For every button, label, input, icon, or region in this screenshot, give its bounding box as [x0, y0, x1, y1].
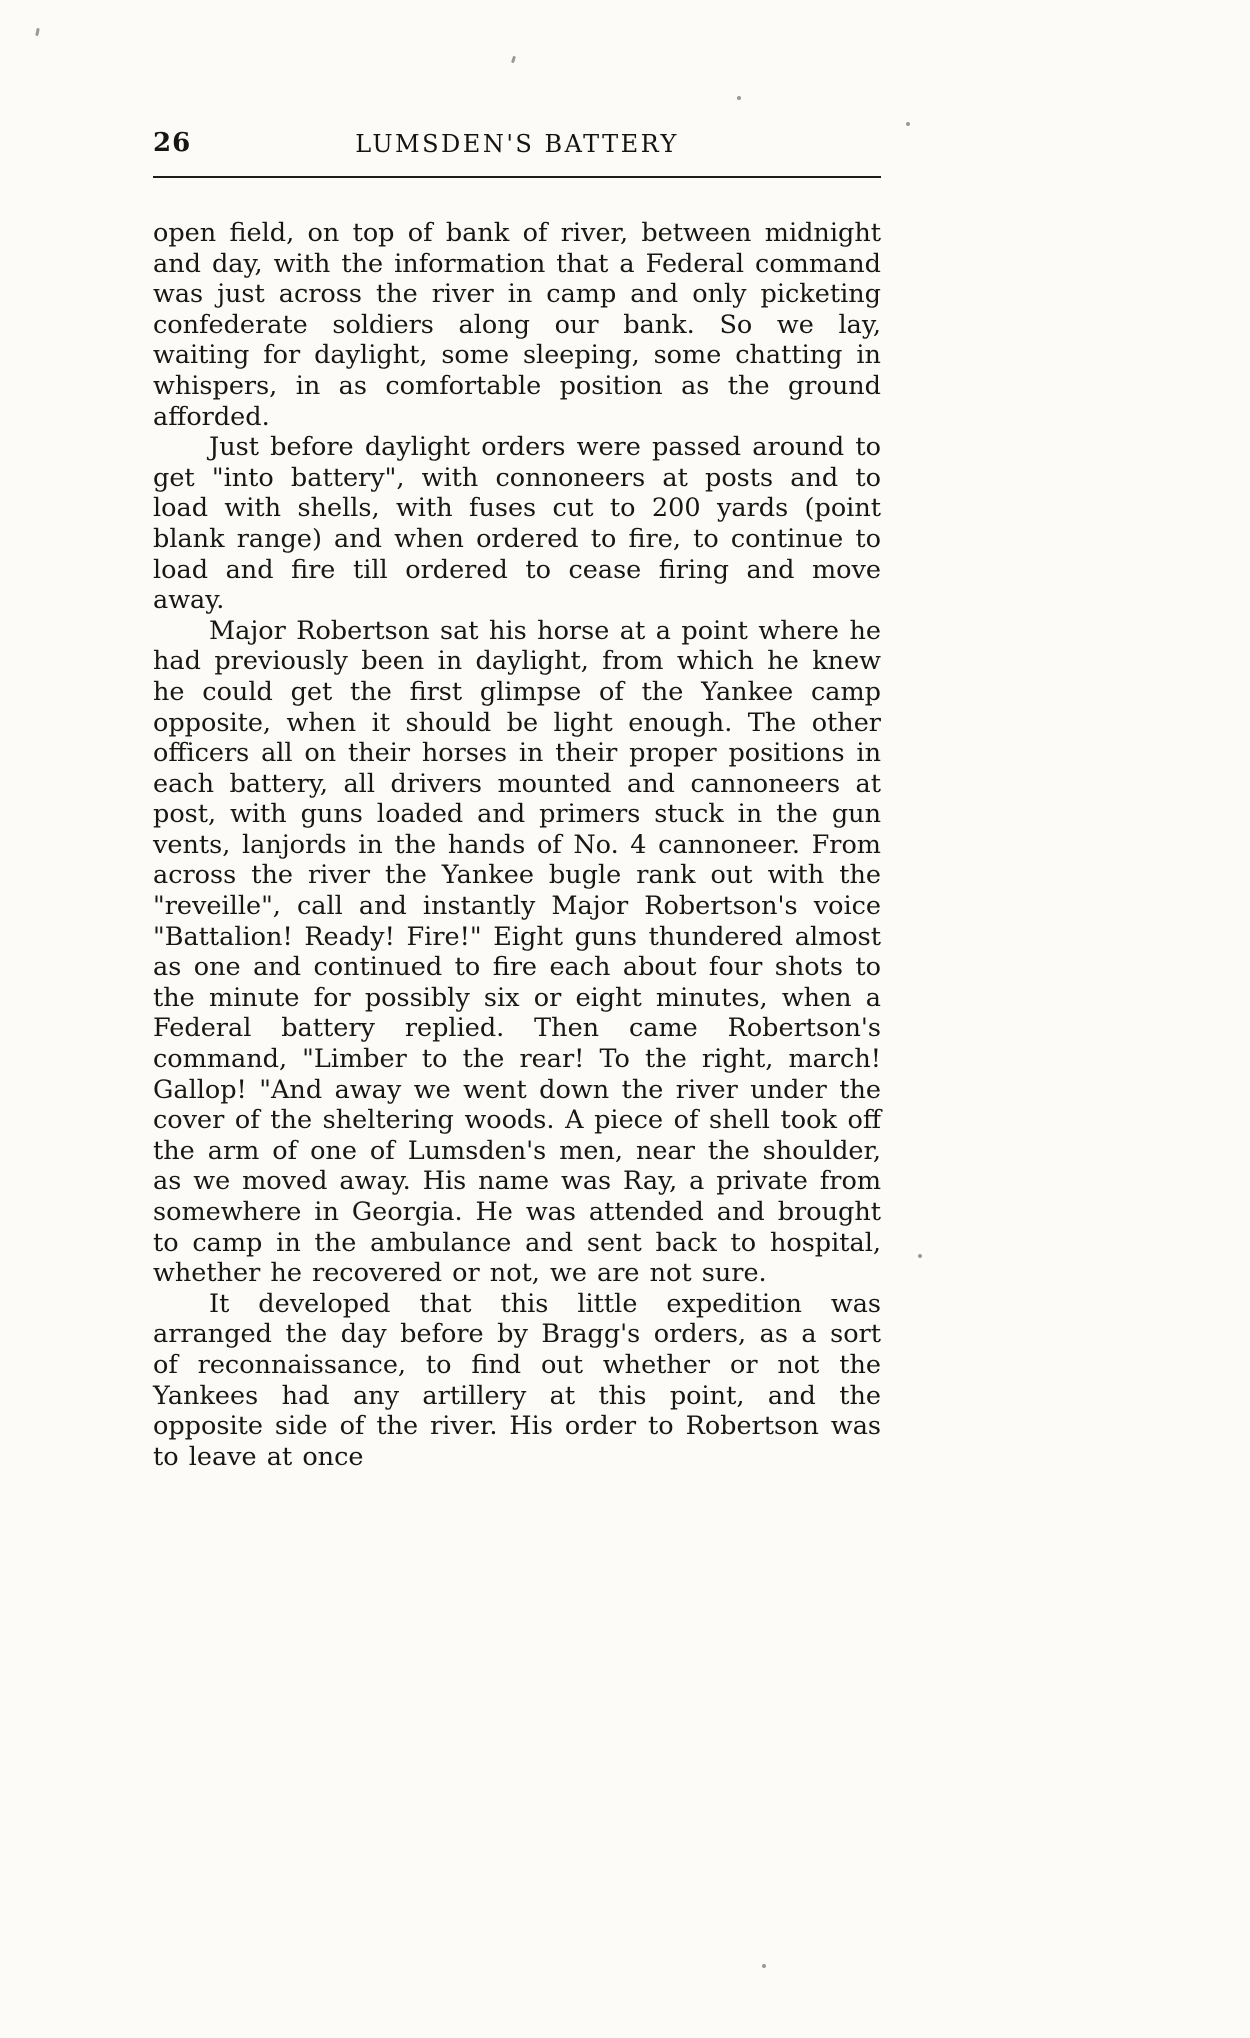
scan-speck	[918, 1254, 922, 1258]
paragraph-2: Just before daylight orders were passed around to get "into battery", with connoneers at posts and to load with shells, with fuses cut to 200 yards (point blank range) and when ordered to fire, to continue to load and fire till ordered to cease firing and move away.	[153, 432, 881, 616]
scan-speck	[906, 122, 910, 126]
paragraph-4: It developed that this little expedition was arranged the day before by Bragg's orders, as a sort of reconnaissance, to find out whether or not the Yankees had any artillery at this point, and the opposite side of the river. His order to Robertson was to leave at once	[153, 1288, 881, 1472]
running-title: LUMSDEN'S BATTERY	[355, 130, 679, 158]
scan-speck	[737, 96, 741, 100]
page-body	[153, 218, 881, 1472]
page-header	[153, 128, 881, 166]
page-content	[153, 128, 881, 1472]
paragraph-1: open field, on top of bank of river, between midnight and day, with the information that a Federal command was just across the river in camp and only picketing confederate soldiers along our bank. So we lay, waiting for daylight, some sleeping, some chatting in whispers, in as comfortable position as the ground afforded.	[153, 218, 881, 432]
scan-speck	[511, 56, 516, 64]
scan-speck	[35, 28, 40, 36]
paragraph-3: Major Robertson sat his horse at a point where he had previously been in daylight, from which he knew he could get the first glimpse of the Yankee camp opposite, when it should be light enough. The other officers all on their horses in their proper positions in each battery, all drivers mounted and cannoneers at post, with guns loaded and primers stuck in the gun vents, lanjords in the hands of No. 4 cannoneer. From across the river the Yankee bugle rank out with the "reveille", call and instantly Major Robertson's voice "Battalion! Ready! Fire!" Eight guns thundered almost as one and continued to fire each about four shots to the minute for possibly six or eight minutes, when a Federal battery replied. Then came Robertson's command, "Limber to the rear! To the right, march! Gallop! "And away we went down the river under the cover of the sheltering woods. A piece of shell took off the arm of one of Lumsden's men, near the shoulder, as we moved away. His name was Ray, a private from somewhere in Georgia. He was attended and brought to camp in the ambulance and sent back to hospital, whether he recovered or not, we are not sure.	[153, 615, 881, 1289]
page-number: 26	[153, 128, 192, 158]
scan-speck	[762, 1964, 766, 1968]
header-rule	[153, 176, 881, 178]
